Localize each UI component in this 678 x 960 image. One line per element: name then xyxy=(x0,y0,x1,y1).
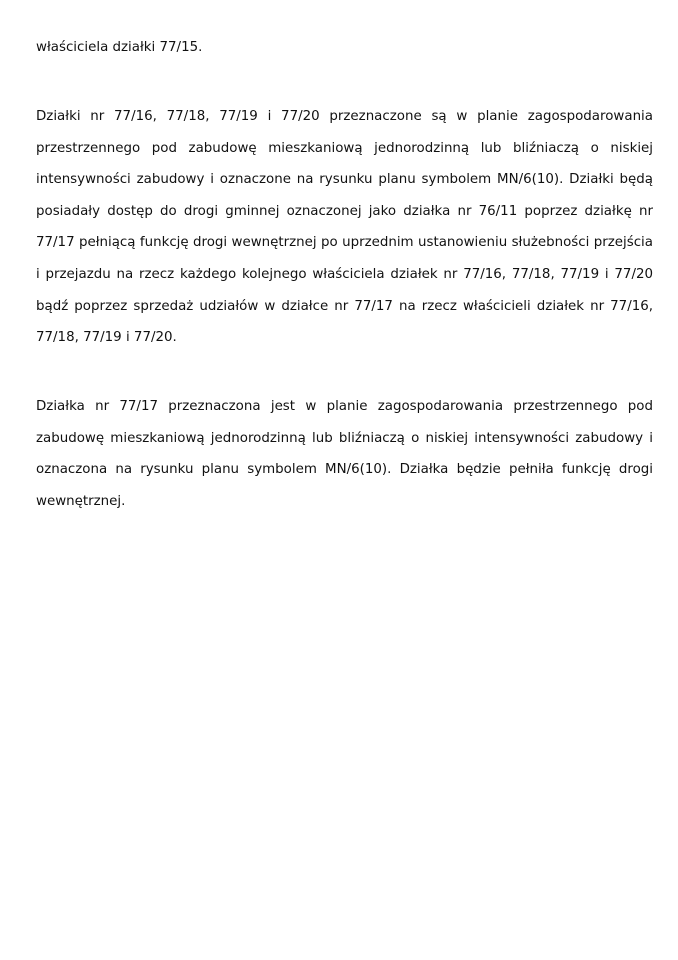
paragraph-plots-77-16-to-77-20: Działki nr 77/16, 77/18, 77/19 i 77/20 przeznaczone są w planie zagospodarowania przestrzennego pod zabudowę mieszkaniową jednorodzinną lub bliźniaczą o niskiej intensywności zabudowy i oznaczone na rysunku planu symbolem MN/6(10). Działki będą posiadały dostęp do drogi gminnej oznaczonej jako działka nr 76/11 poprzez działkę nr 77/17 pełniącą funkcję drogi wewnętrznej po uprzednim ustanowieniu służebności przejścia i przejazdu na rzecz każdego kolejnego właściciela działek nr 77/16, 77/18, 77/19 i 77/20 bądź poprzez sprzedaż udziałów w działce nr 77/17 na rzecz właścicieli działek nr 77/16, 77/18, 77/19 i 77/20. xyxy=(36,109,653,346)
paragraph-continuation: właściciela działki 77/15. xyxy=(36,40,203,55)
paragraph-plot-77-17: Działka nr 77/17 przeznaczona jest w planie zagospodarowania przestrzennego pod zabudowę mieszkaniową jednorodzinną lub bliźniaczą o niskiej intensywności zabudowy i oznaczona na rysunku planu symbolem MN/6(10). Działka będzie pełniła funkcję drogi wewnętrznej. xyxy=(36,399,653,509)
